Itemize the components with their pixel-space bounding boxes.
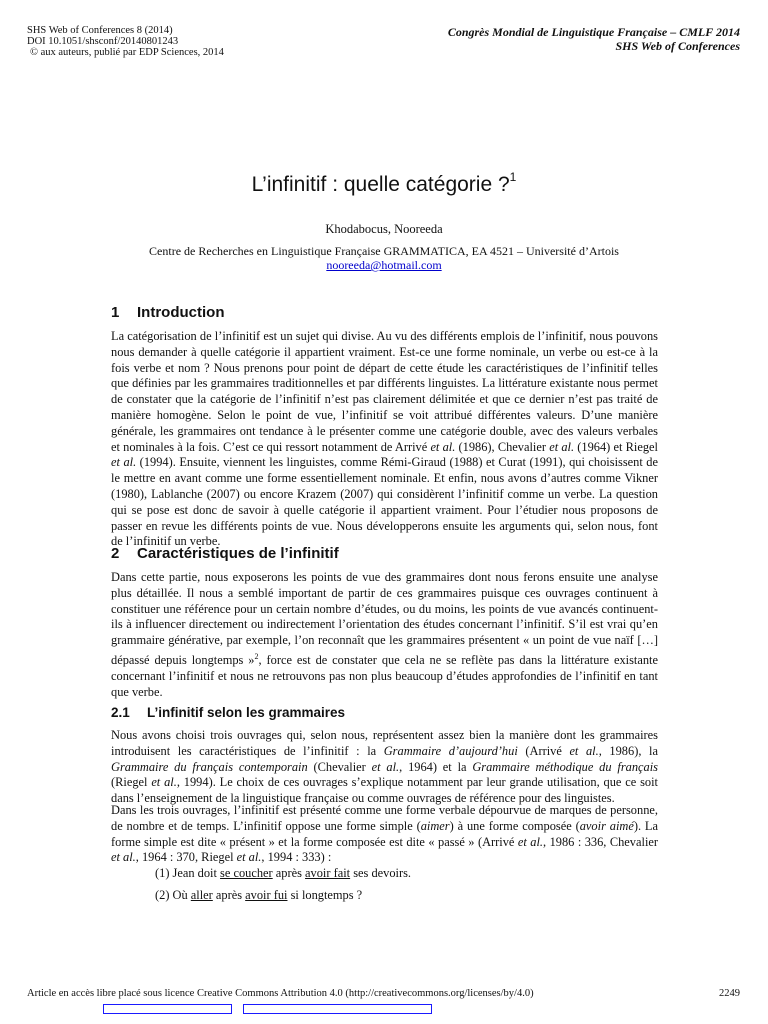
section-2-paragraph: Dans cette partie, nous exposerons les points de vue des grammaires dont nous ferons ensuite une analyse plus détaillée. Il nous a semblé important de partir de ces grammaires puisque ces ouvrages continuent à constituer une référence pour un certain nombre d’études, ou du moins, les points de vue avancés continuent-ils à influencer directement ou indirectement l’orientation des études concernant l’infinitif. S’il est vrai qu’en grammaire générative, par exemple, l’on reconnaît que les grammaires présentent « un point de vue naïf […] dépassé depuis longtemps »$^2$, force est de constater que cela ne se reflète pas dans la littérature existante concernant l’infinitif et nous ne retrouvons pas non plus beaucoup d’études approfondies de l’infinitif en tant que verbe. xyxy=(111,570,658,699)
conference-name: Congrès Mondial de Linguistique Française – CMLF 2014 xyxy=(447,25,740,39)
license-footer: Article en accès libre placé sous licence Creative Commons Attribution 4.0 (http://creativecommons.org/licenses/by/4.0) xyxy=(27,988,534,999)
section-2-1-paragraph-1: Nous avons choisi trois ouvrages qui, selon nous, représentent assez bien la manière dont les grammaires introduisent les caractéristiques de l’infinitif : la Grammaire d’aujourd’hui (Arrivé et al., 1986), la Grammaire du français contemporain (Chevalier et al., 1964) et la Grammaire méthodique du français (Riegel et al., 1994). Le choix de ces ouvrages s’explique notamment par leur grande utilisation, que ce soit dans l’enseignement de la linguistique française ou comme ouvrages de référence pour des linguistes. xyxy=(111,728,658,806)
affiliation-block xyxy=(0,244,768,272)
author-email-link[interactable]: nooreeda@hotmail.com xyxy=(326,258,442,272)
example-2: (2) Où aller après avoir fui si longtemps ? xyxy=(155,888,363,902)
section-title: Introduction xyxy=(137,304,225,321)
journal-name: SHS Web of Conferences 8 (2014) xyxy=(27,25,173,36)
subsection-title: L’infinitif selon les grammaires xyxy=(147,705,346,720)
section-2-1-heading xyxy=(111,705,345,720)
title-footnote-mark: 1 xyxy=(509,170,517,184)
section-1-heading xyxy=(111,304,224,321)
page-number: 2249 xyxy=(719,988,740,999)
paper-title-text: L’infinitif : quelle catégorie ? xyxy=(251,173,510,196)
section-number: 2 xyxy=(111,545,120,562)
conference-series: SHS Web of Conferences xyxy=(615,39,740,53)
subsection-number: 2.1 xyxy=(111,705,130,720)
paper-title xyxy=(0,172,768,197)
section-title: Caractéristiques de l’infinitif xyxy=(137,545,339,562)
section-number: 1 xyxy=(111,304,120,321)
footer-link-box[interactable] xyxy=(103,1004,232,1014)
section-1-paragraph: La catégorisation de l’infinitif est un sujet qui divise. Au vu des différents emplois de l’infinitif, nous pouvons nous demander à quelle catégorie il appartient vraiment. Est-ce une forme nominale, un verbe ou est-ce à la fois verbe et nom ? Nous prenons pour point de départ de cette étude les caractéristiques de l’infinitif telles que définies par les grammaires traditionnelles et par différents linguistes. La littérature existante nous permet de constater que la catégorie de l’infinitif n’est pas clairement délimitée et que ce dernier n’est pas traité de manière homogène. Selon le point de vue, l’infinitif se voit attribué différentes valeurs. D’une manière générale, les grammaires ont tendance à le présenter comme une catégorie double, avec des valeurs verbales et nominales à la fois. C’est ce qui ressort notamment de Arrivé et al. (1986), Chevalier et al. (1964) et Riegel et al. (1994). Ensuite, viennent les linguistes, comme Rémi-Giraud (1988) et Curat (1991), qui choisissent de le mettre en avant comme une forme essentiellement nominale. Et enfin, nous avons d’autres comme Vikner (1980), Lablanche (2007) ou encore Krazem (2007) qui considèrent l’infinitif comme un verbe. La question qui se pose est donc de savoir à quelle catégorie il appartient vraiment. Pour l’étudier nous proposons de passer en revue les différents points de vue. Nous développerons ensuite les arguments qui, selon nous, font de l’infinitif un verbe. xyxy=(111,329,658,549)
section-2-1-paragraph-2: Dans les trois ouvrages, l’infinitif est présenté comme une forme verbale dépourvue de marques de personne, de nombre et de temps. L’infinitif oppose une forme simple (aimer) à une forme composée (avoir aimé). La forme simple est dite « présent » et la forme composée est dite « passé » (Arrivé et al., 1986 : 336, Chevalier et al., 1964 : 370, Riegel et al., 1994 : 333) : xyxy=(111,803,659,865)
affiliation: Centre de Recherches en Linguistique Française GRAMMATICA, EA 4521 – Université d’Artois xyxy=(149,244,619,258)
journal-header xyxy=(27,25,224,58)
section-2-heading xyxy=(111,545,339,562)
conference-header xyxy=(448,25,740,53)
footer-link-box[interactable] xyxy=(243,1004,432,1014)
example-1: (1) Jean doit se coucher après avoir fait ses devoirs. xyxy=(155,866,412,880)
doi: DOI 10.1051/shsconf/20140801243 xyxy=(27,36,179,47)
copyright: © aux auteurs, publié par EDP Sciences, 2014 xyxy=(30,47,224,58)
author: Khodabocus, Nooreeda xyxy=(325,222,443,236)
footnote-mark: 2 xyxy=(254,651,259,661)
